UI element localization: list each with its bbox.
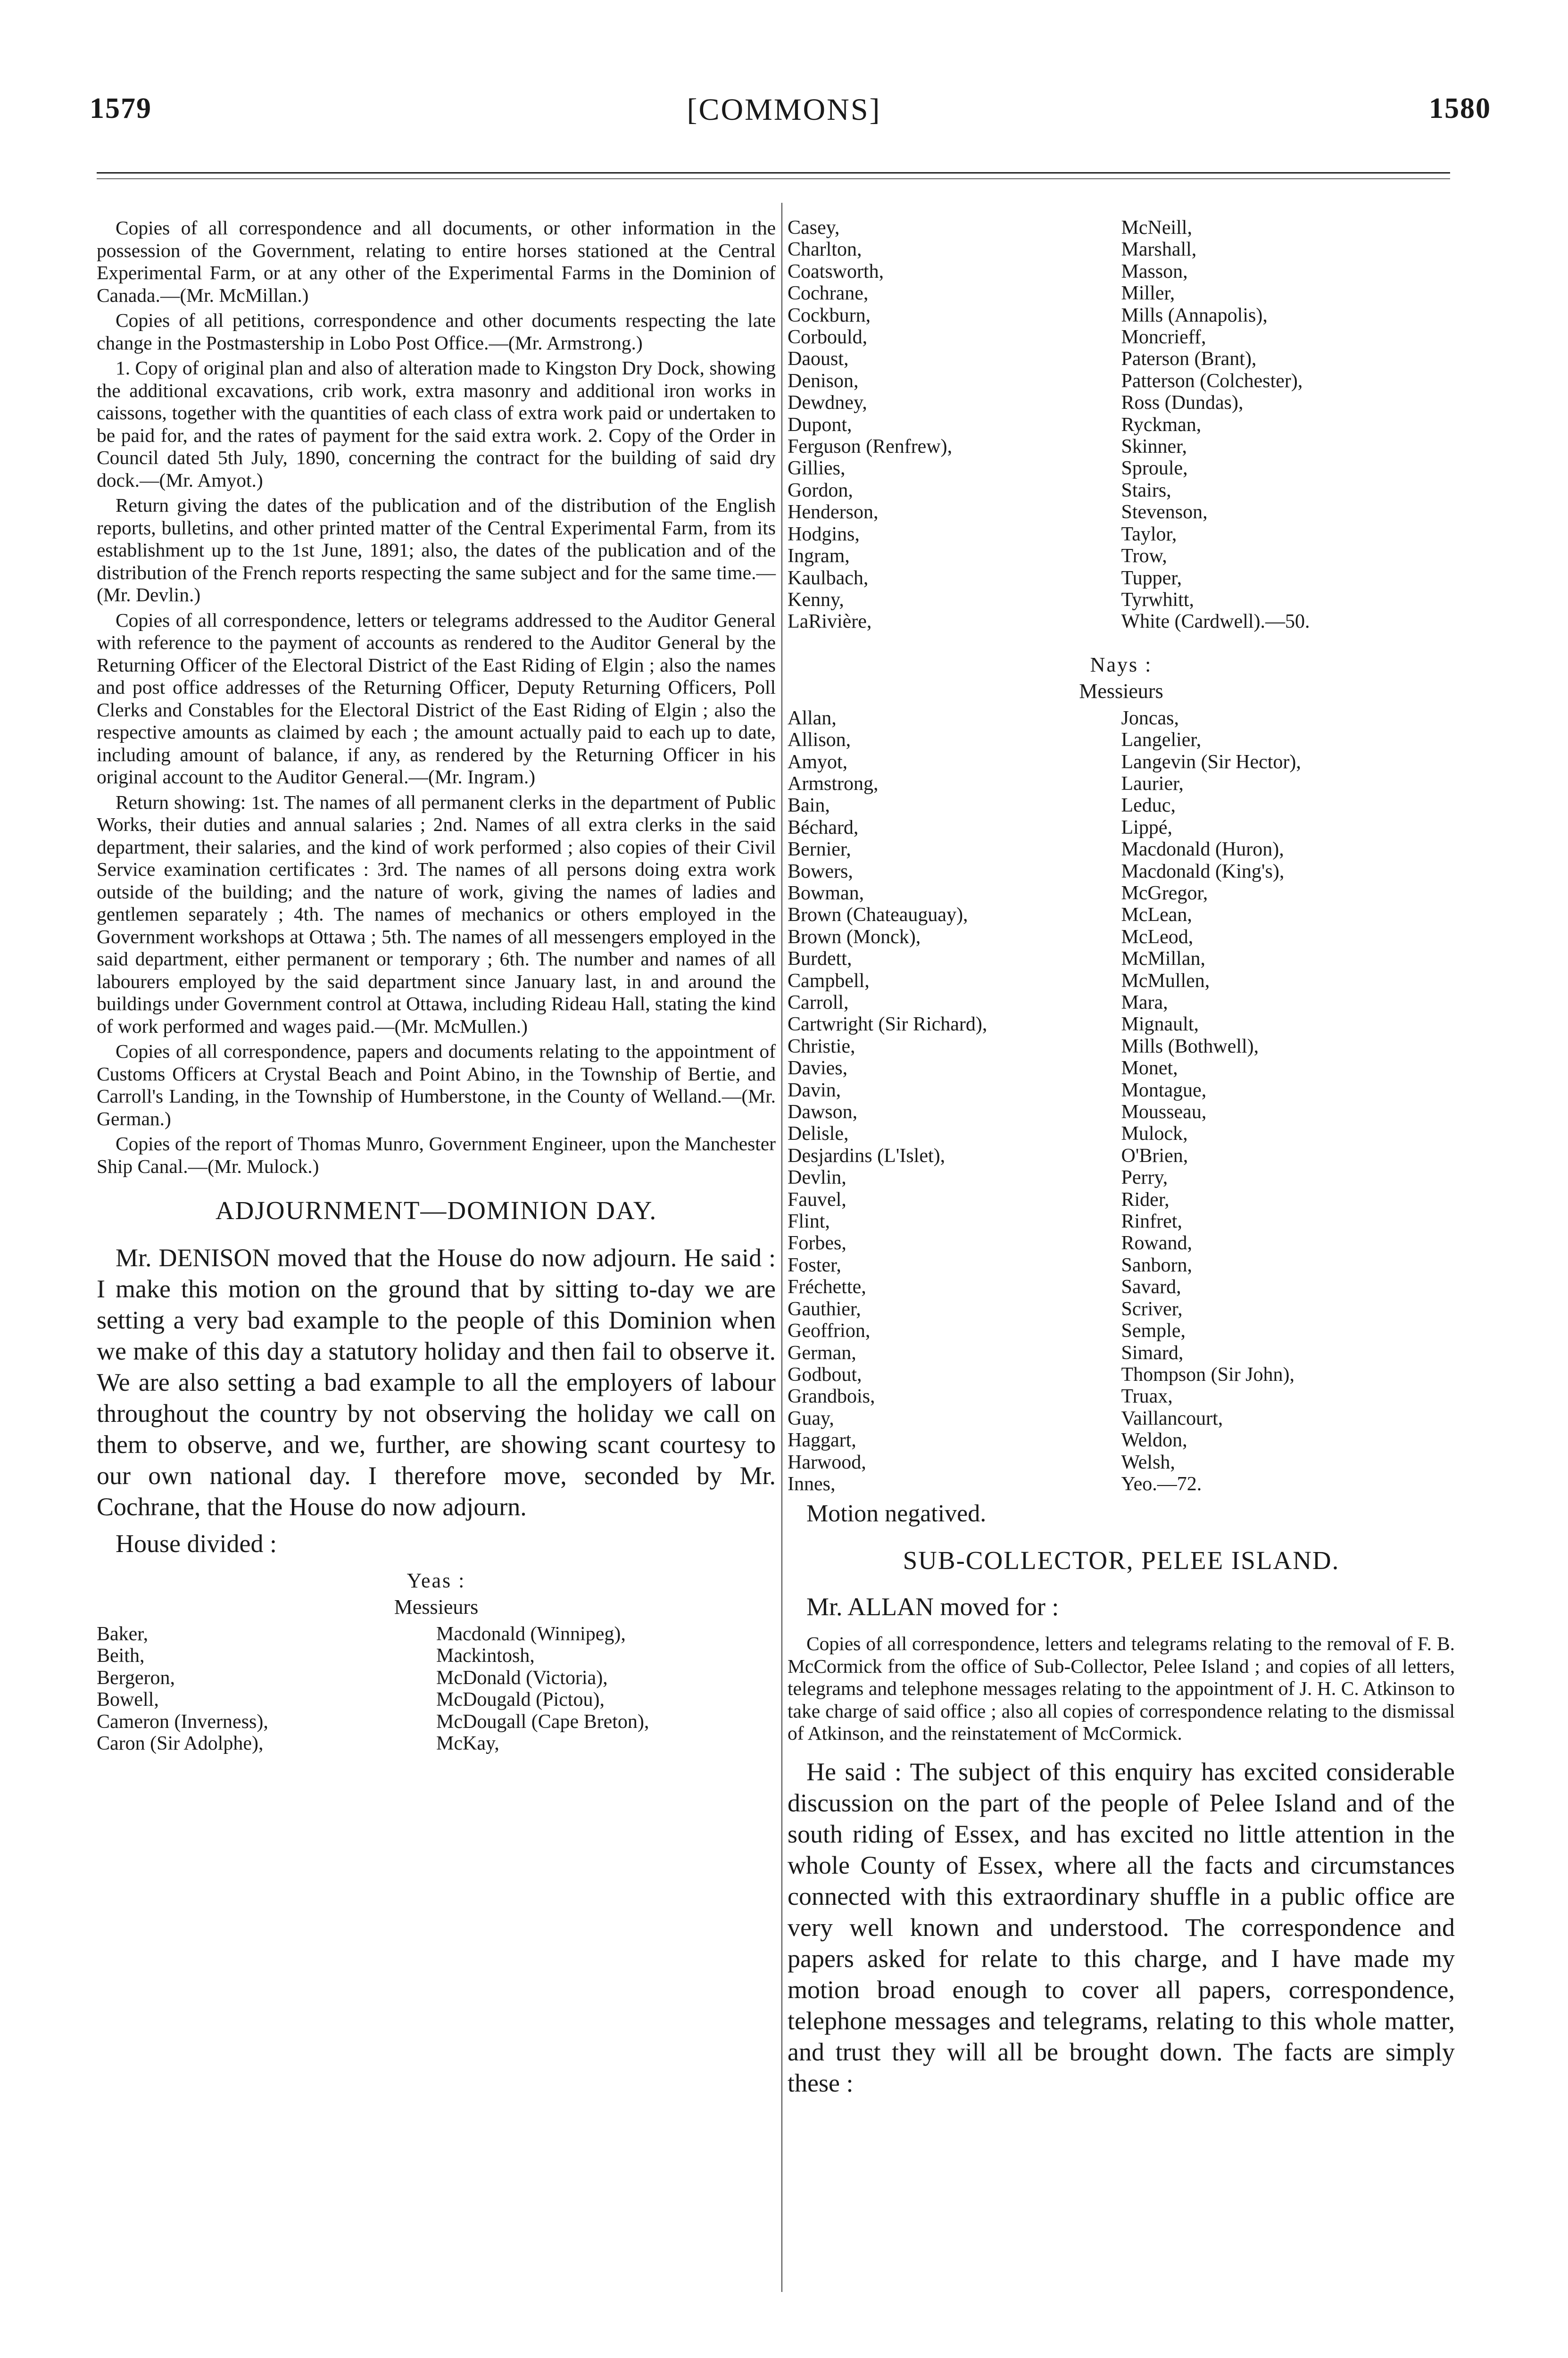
member-name: Gordon,	[788, 479, 853, 501]
member-name: Coatsworth,	[788, 260, 884, 282]
member-name: McLeod,	[1121, 926, 1194, 948]
member-name: Lippé,	[1121, 816, 1172, 839]
member-name: Monet,	[1121, 1057, 1178, 1079]
motion-text: Copies of all correspondence, letters and telegrams relating to the removal of F. B. McCormick from the office of Sub-Collector, Pelee Island ; and copies of all letters, telegrams and telephone messages relating to the appointment of J. H. C. Atkinson to take charge of said office ; also all copies of correspondence relating to the dismissal of Atkinson, and the reinstatement of McCormick.	[788, 1633, 1455, 1744]
member-name: McMillan,	[1121, 948, 1205, 970]
member-name: Dewdney,	[788, 392, 867, 414]
member-name: Henderson,	[788, 501, 879, 523]
member-name: Mackintosh,	[436, 1645, 535, 1667]
member-name: Sproule,	[1121, 457, 1188, 480]
return-paragraph: Copies of all correspondence and all documents, or other information in the possession of the Government, relating to entire horses stationed at the Central Experimental Farm, or at any other of the Experimental Farms in the Dominion of Canada.—(Mr. McMillan.)	[97, 217, 776, 306]
member-name: McNeill,	[1121, 217, 1192, 239]
member-name: Mills (Bothwell),	[1121, 1035, 1259, 1057]
member-name: Moncrieff,	[1121, 326, 1206, 349]
member-name: Stevenson,	[1121, 501, 1208, 523]
allan-speech: He said : The subject of this enquiry has excited considerable discussion on the part of the people of Pelee Island and of the south riding of Essex, and has excited no little attention in the whole County of Essex, where all the facts and circumstances connected with this extraordinary shuffle in a public office are very well known and understood. The correspondence and papers asked for relate to this charge, and I have made my motion broad enough to cover all papers, correspondence, telephone messages and telegrams, relating to this whole matter, and trust they will all be brought down. The facts are simply these :	[788, 1757, 1455, 2097]
member-name: Haggart,	[788, 1429, 856, 1452]
member-name: Bernier,	[788, 839, 851, 861]
member-name: Denison,	[788, 370, 859, 392]
member-name: Delisle,	[788, 1123, 849, 1145]
member-name: Corbould,	[788, 326, 868, 349]
member-name: Macdonald (King's),	[1121, 860, 1285, 882]
member-name: McKay,	[436, 1733, 499, 1755]
member-name: Flint,	[788, 1211, 830, 1233]
header-rule-secondary	[97, 178, 1450, 179]
member-name: Geoffrion,	[788, 1320, 871, 1342]
member-name: Fauvel,	[788, 1188, 846, 1211]
member-name: Simard,	[1121, 1342, 1184, 1364]
allan-moved: Mr. ALLAN moved for :	[806, 1593, 1059, 1621]
member-name: Foster,	[788, 1254, 841, 1276]
member-name: Semple,	[1121, 1320, 1186, 1342]
member-name: Dawson,	[788, 1101, 858, 1123]
member-name: Weldon,	[1121, 1429, 1187, 1452]
member-name: Leduc,	[1121, 795, 1176, 817]
member-name: Burdett,	[788, 948, 852, 970]
section-heading-pelee: SUB-COLLECTOR, PELEE ISLAND.	[903, 1546, 1340, 1575]
section-heading-adjournment: ADJOURNMENT—DOMINION DAY.	[215, 1196, 657, 1225]
member-name: Bowell,	[97, 1689, 159, 1711]
right-column	[788, 217, 1455, 2099]
member-name: Thompson (Sir John),	[1121, 1363, 1294, 1386]
member-name: Godbout,	[788, 1363, 862, 1386]
member-name: Stairs,	[1121, 479, 1171, 501]
return-paragraph: Copies of all correspondence, letters or telegrams addressed to the Auditor General with reference to the payment of accounts as rendered to the Auditor General by the Returning Officer of the Electoral District of the East Riding of Elgin ; also the names and post office addresses of the Returning Officer, Deputy Returning Officers, Poll Clerks and Constables for the Electoral District of the East Riding of Elgin ; also the respective amounts as claimed by each ; the amount actually paid to each up to date, including amount of balance, if any, as rendered by the Returning Officer in his original account to the Auditor General.—(Mr. Ingram.)	[97, 609, 776, 788]
member-name: Brown (Monck),	[788, 926, 921, 948]
member-name: Guay,	[788, 1407, 834, 1429]
member-name: Allison,	[788, 729, 851, 751]
member-name: Rider,	[1121, 1188, 1170, 1211]
messieurs-label: Messieurs	[394, 1595, 479, 1619]
member-name: McDougall (Cape Breton),	[436, 1710, 649, 1733]
member-name: Tupper,	[1121, 567, 1182, 589]
nays-label: Nays :	[1090, 653, 1153, 676]
member-name: Amyot,	[788, 751, 848, 773]
member-name: Carroll,	[788, 992, 849, 1013]
member-name: Allan,	[788, 707, 837, 729]
member-name: Vaillancourt,	[1121, 1407, 1223, 1429]
member-name: Desjardins (L'Islet),	[788, 1145, 946, 1167]
return-paragraph: Copies of the report of Thomas Munro, Government Engineer, upon the Manchester Ship Canal.—(Mr. Mulock.)	[97, 1133, 776, 1177]
nays-names-list	[788, 707, 1455, 1495]
return-paragraph: Copies of all correspondence, papers and documents relating to the appointment of Customs Officers at Crystal Beach and Point Abino, in the Township of Bertie, and Carroll's Landing, in the Township of Humberstone, in the County of Welland.—(Mr. German.)	[97, 1040, 776, 1129]
member-name: Kaulbach,	[788, 567, 869, 589]
member-name: Masson,	[1121, 260, 1188, 282]
member-name: Rowand,	[1121, 1232, 1192, 1254]
member-name: Armstrong,	[788, 772, 879, 795]
member-name: Mara,	[1121, 992, 1168, 1013]
member-name: Truax,	[1121, 1386, 1173, 1408]
member-name: Bowman,	[788, 882, 864, 904]
house-divided: House divided :	[116, 1529, 277, 1558]
member-name: Laurier,	[1121, 772, 1184, 795]
member-name: Hodgins,	[788, 523, 860, 545]
member-name: Montague,	[1121, 1079, 1207, 1101]
member-name: Macdonald (Winnipeg),	[436, 1623, 626, 1645]
member-name: Mills (Annapolis),	[1121, 304, 1268, 326]
member-name: Taylor,	[1121, 523, 1177, 545]
member-name: Davies,	[788, 1057, 848, 1079]
member-name: Kenny,	[788, 589, 844, 611]
member-name: Trow,	[1121, 545, 1167, 567]
member-name: Gillies,	[788, 457, 846, 480]
page-number-left: 1579	[90, 92, 152, 125]
header-rule	[97, 172, 1450, 174]
return-paragraph: Return showing: 1st. The names of all permanent clerks in the department of Public Works, their duties and annual salaries ; 2nd. Names of all extra clerks in the said department, their salaries, and the kind of work performed ; also copies of their Civil Service examination certificates : 3rd. The names of all persons doing extra work outside of the building; and the nature of work, giving the names of ladies and gentlemen separately ; 4th. The names of mechanics or others employed in the Government workshops at Ottawa ; 5th. The names of all messengers employed in the said department, either permanent or temporary ; 6th. The number and names of all labourers employed by the said department since January last, in and around the buildings under Government control at Ottawa, including Rideau Hall, stating the kind of work performed and wages paid.—(Mr. McMullen.)	[97, 791, 776, 1037]
yeas-names-list	[97, 1623, 776, 1754]
member-name: Baker,	[97, 1623, 149, 1645]
member-name: Beith,	[97, 1645, 145, 1667]
member-name: McDonald (Victoria),	[436, 1667, 608, 1689]
denison-speech: Mr. DENISON moved that the House do now adjourn. He said : I make this motion on the ground that by sitting to-day we are setting a very bad example to the people of this Dominion when we make of this day a statutory holiday and then fail to observe it. We are also setting a bad example to all the employers of labour throughout the country by not observing the holiday we call on them to observe, and we, further, are showing scant courtesy to our own national day. I therefore move, seconded by Mr. Cochrane, that the House do now adjourn.	[97, 1244, 776, 1521]
messieurs-label: Messieurs	[1079, 679, 1163, 703]
member-name: Cartwright (Sir Richard),	[788, 1013, 987, 1036]
motion-result: Motion negatived.	[806, 1500, 987, 1528]
member-name: Gauthier,	[788, 1298, 861, 1320]
member-name: Joncas,	[1121, 707, 1179, 729]
member-name: McDougald (Pictou),	[436, 1689, 605, 1711]
member-name: Grandbois,	[788, 1386, 875, 1408]
member-name: Campbell,	[788, 970, 870, 992]
member-name: Skinner,	[1121, 436, 1187, 458]
running-title: [COMMONS]	[687, 92, 881, 127]
member-name: Sanborn,	[1121, 1254, 1192, 1276]
member-name: Ingram,	[788, 545, 850, 567]
member-name: Bain,	[788, 795, 830, 817]
member-name: Daoust,	[788, 348, 849, 370]
return-paragraph: 1. Copy of original plan and also of alteration made to Kingston Dry Dock, showing the additional excavations, crib work, extra masonry and additional iron works in caissons, together with the quantities of each class of extra work paid or undertaken to be paid for, and the rates of payment for the said extra work. 2. Copy of the Order in Council dated 5th July, 1890, concerning the contract for the building of said dry dock.—(Mr. Amyot.)	[97, 357, 776, 491]
member-name: Langevin (Sir Hector),	[1121, 751, 1301, 773]
member-name: Patterson (Colchester),	[1121, 370, 1303, 392]
member-name: Casey,	[788, 217, 840, 239]
column-divider	[781, 203, 782, 2292]
member-name: Harwood,	[788, 1451, 866, 1473]
member-name: Ferguson (Renfrew),	[788, 436, 953, 458]
member-name: Christie,	[788, 1035, 855, 1057]
member-name: Scriver,	[1121, 1298, 1183, 1320]
member-name: Tyrwhitt,	[1121, 589, 1195, 611]
member-name: Charlton,	[788, 239, 862, 261]
member-name: German,	[788, 1342, 856, 1364]
member-name: Cameron (Inverness),	[97, 1710, 268, 1733]
yeas-names-list-continued	[788, 217, 1455, 633]
member-name: Miller,	[1121, 282, 1175, 305]
member-name: Cochrane,	[788, 282, 869, 305]
member-name: Paterson (Brant),	[1121, 348, 1257, 370]
member-name: Fréchette,	[788, 1276, 866, 1298]
page-header	[0, 92, 1568, 134]
return-paragraph: Copies of all petitions, correspondence and other documents respecting the late change in the Postmastership in Lobo Post Office.—(Mr. Armstrong.)	[97, 309, 776, 354]
member-name: Perry,	[1121, 1167, 1168, 1189]
member-name: Macdonald (Huron),	[1121, 839, 1284, 861]
left-column	[97, 217, 776, 1754]
member-name: Mousseau,	[1121, 1101, 1207, 1123]
member-name: McMullen,	[1121, 970, 1210, 992]
member-name: LaRivière,	[788, 611, 872, 633]
member-name: Mulock,	[1121, 1123, 1188, 1145]
member-name: McGregor,	[1121, 882, 1208, 904]
member-name: Rinfret,	[1121, 1211, 1182, 1233]
member-name: White (Cardwell).—50.	[1121, 611, 1310, 633]
member-name: Dupont,	[788, 414, 852, 436]
member-name: Langelier,	[1121, 729, 1202, 751]
member-name: O'Brien,	[1121, 1145, 1188, 1167]
member-name: Savard,	[1121, 1276, 1181, 1298]
member-name: Caron (Sir Adolphe),	[97, 1733, 264, 1755]
page-number-right: 1580	[1429, 92, 1491, 125]
member-name: Forbes,	[788, 1232, 846, 1254]
member-name: Marshall,	[1121, 239, 1197, 261]
return-paragraph: Return giving the dates of the publication and of the distribution of the English reports, bulletins, and other printed matter of the Central Experimental Farm, from its establishment up to the 1st June, 1891; also, the dates of the publication and of the distribution of the French reports respecting the same subject and for the same time.—(Mr. Devlin.)	[97, 494, 776, 606]
yeas-label: Yeas :	[407, 1569, 466, 1592]
member-name: Béchard,	[788, 816, 859, 839]
member-name: Ross (Dundas),	[1121, 392, 1244, 414]
member-name: Ryckman,	[1121, 414, 1202, 436]
member-name: Innes,	[788, 1473, 836, 1495]
member-name: Brown (Chateauguay),	[788, 904, 968, 926]
member-name: McLean,	[1121, 904, 1192, 926]
member-name: Cockburn,	[788, 304, 871, 326]
member-name: Bergeron,	[97, 1667, 175, 1689]
member-name: Davin,	[788, 1079, 841, 1101]
member-name: Mignault,	[1121, 1013, 1199, 1036]
member-name: Welsh,	[1121, 1451, 1175, 1473]
member-name: Devlin,	[788, 1167, 846, 1189]
member-name: Bowers,	[788, 860, 853, 882]
member-name: Yeo.—72.	[1121, 1473, 1202, 1495]
